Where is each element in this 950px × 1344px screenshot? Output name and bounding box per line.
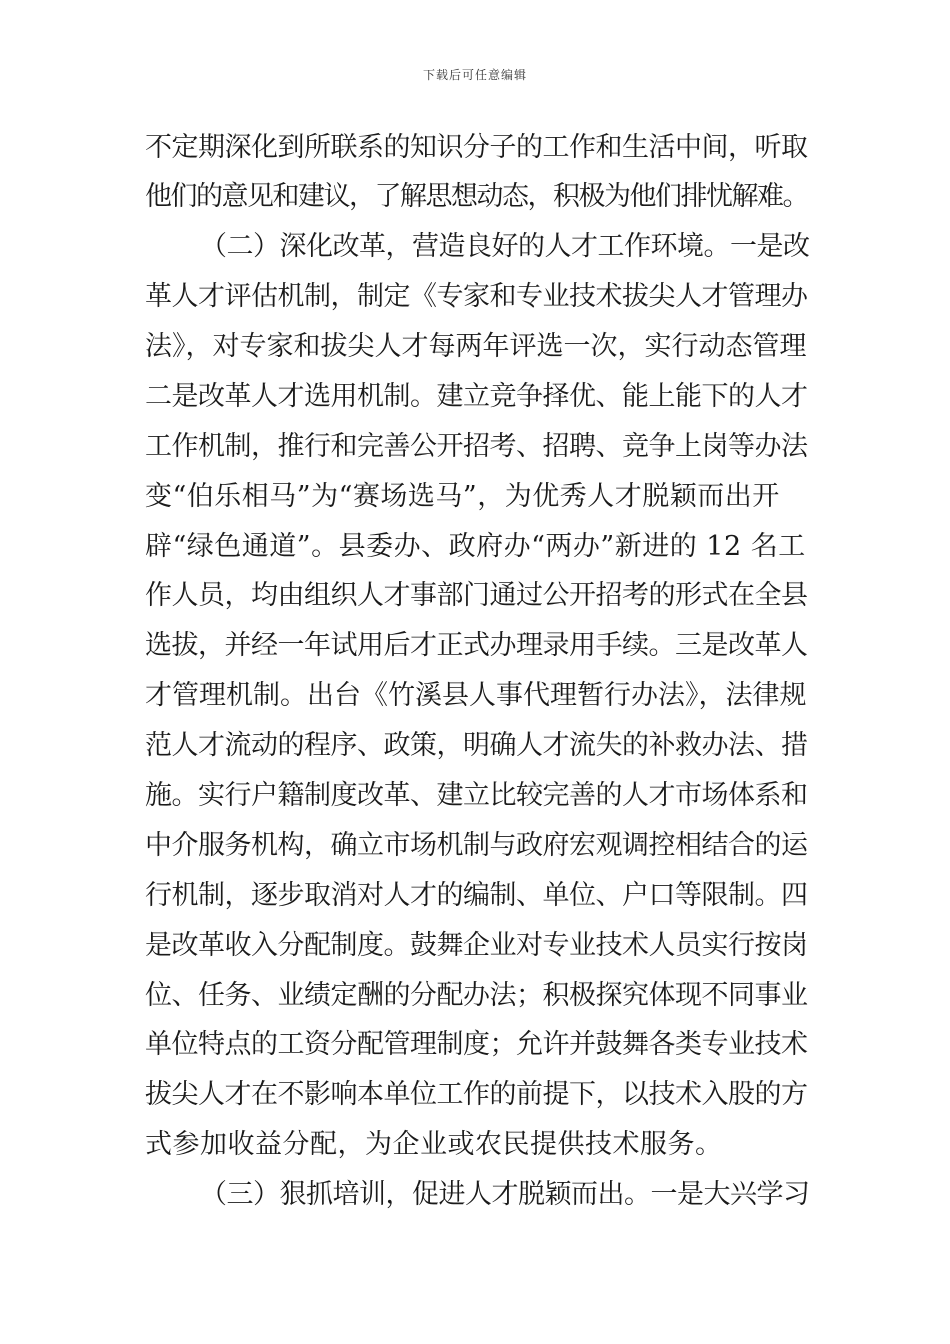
text-line: 不定期深化到所联系的知识分子的工作和生活中间，听取 bbox=[145, 132, 808, 163]
text-line: 单位特点的工资分配管理制度；允许并鼓舞各类专业技术 bbox=[145, 1029, 808, 1060]
text-line: （二）深化改革，营造良好的人才工作环境。一是改 bbox=[200, 231, 810, 262]
text-line: 他们的意见和建议，了解思想动态，积极为他们排忧解难。 bbox=[145, 181, 808, 212]
text-line: 革人才评估机制，制定《专家和专业技术拔尖人才管理办 bbox=[145, 281, 808, 312]
text-line: 作人员，均由组织人才事部门通过公开招考的形式在全县 bbox=[145, 580, 808, 611]
text-line: 范人才流动的程序、政策，明确人才流失的补救办法、措 bbox=[145, 730, 808, 761]
text-line: 施。实行户籍制度改革、建立比较完善的人才市场体系和 bbox=[145, 780, 808, 811]
header-note: 下载后可任意编辑 bbox=[422, 68, 527, 82]
text-line: 中介服务机构，确立市场机制与政府宏观调控相结合的运 bbox=[145, 830, 808, 861]
text-line: 式参加收益分配，为企业或农民提供技术服务。 bbox=[145, 1129, 723, 1160]
text-line: 变“伯乐相马”为“赛场选马”，为优秀人才脱颖而出开 bbox=[145, 481, 780, 512]
text-line: 二是改革人才选用机制。建立竞争择优、能上能下的人才 bbox=[145, 381, 808, 412]
text-line: 工作机制，推行和完善公开招考、招聘、竞争上岗等办法 bbox=[145, 431, 808, 462]
text-line: 拔尖人才在不影响本单位工作的前提下，以技术入股的方 bbox=[145, 1079, 808, 1110]
text-line: 位、任务、业绩定酬的分配办法；积极探究体现不同事业 bbox=[145, 980, 808, 1011]
text-line: 才管理机制。出台《竹溪县人事代理暂行办法》，法律规 bbox=[145, 680, 807, 711]
text-line: （三）狠抓培训，促进人才脱颖而出。一是大兴学习 bbox=[200, 1179, 810, 1210]
text-line: 行机制，逐步取消对人才的编制、单位、户口等限制。四 bbox=[145, 880, 808, 911]
text-line: 辟“绿色通道”。县委办、政府办“两办”新进的 12 名工 bbox=[145, 531, 806, 562]
text-line: 法》，对专家和拔尖人才每两年评选一次，实行动态管理 bbox=[145, 331, 807, 362]
text-line: 选拔，并经一年试用后才正式办理录用手续。三是改革人 bbox=[145, 630, 808, 661]
text-line: 是改革收入分配制度。鼓舞企业对专业技术人员实行按岗 bbox=[145, 930, 808, 961]
